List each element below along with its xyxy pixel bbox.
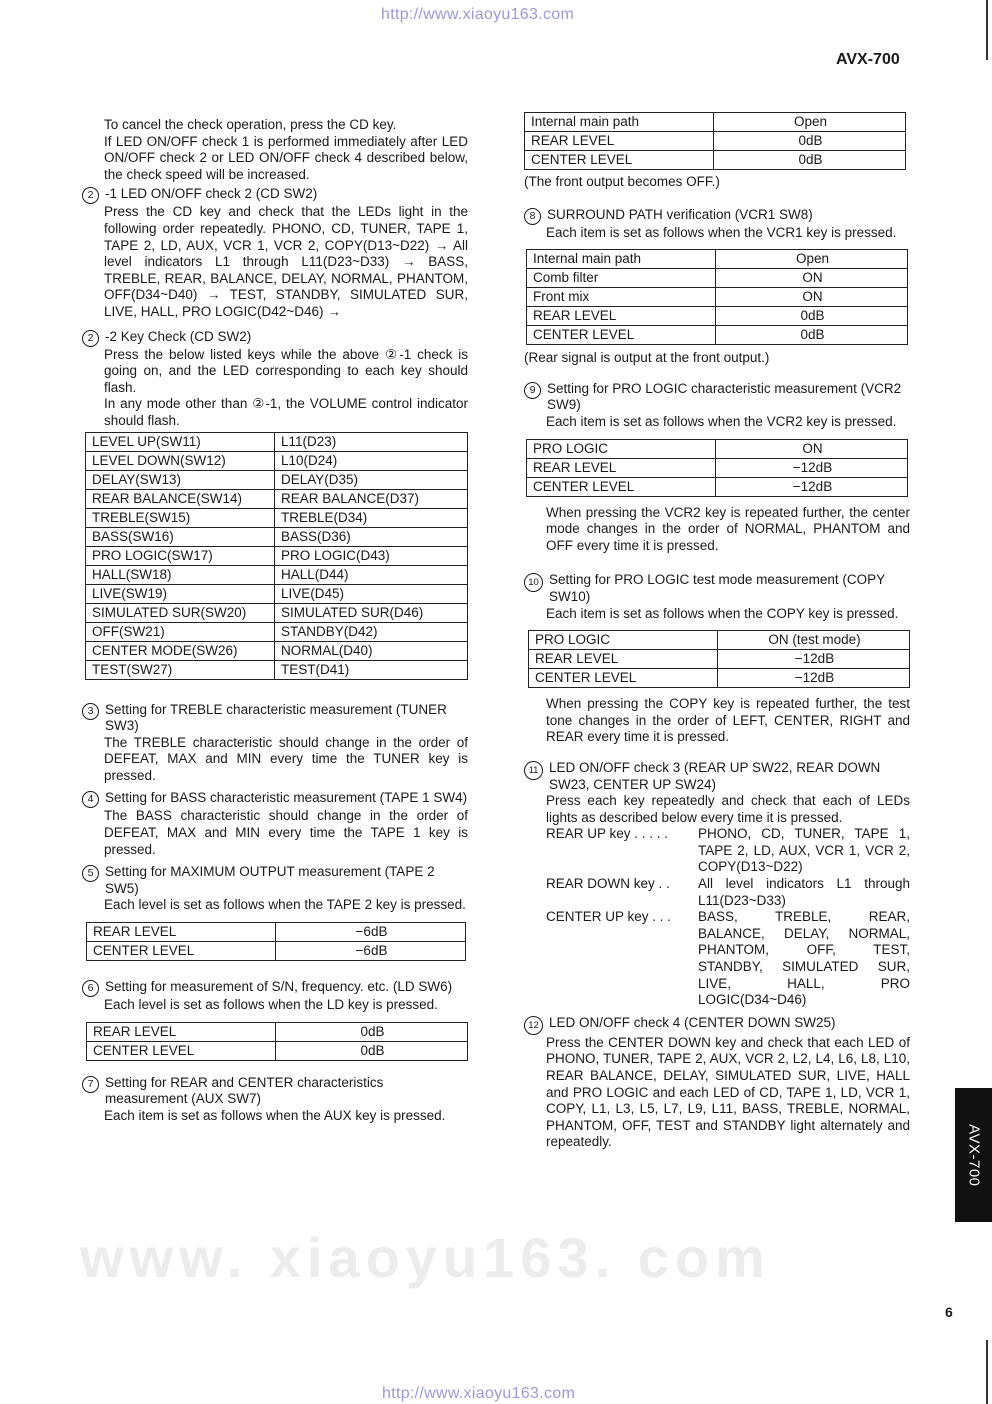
watermark: www. xiaoyu163. com: [80, 1226, 771, 1289]
table-row: [86, 603, 468, 622]
section-body: Each item is set as follows when the VCR2 key is pressed.: [546, 413, 897, 429]
section-body: Each item is set as follows when the VCR1 key is pressed.: [546, 224, 897, 240]
table-row: [527, 439, 908, 458]
table-cell: REAR BALANCE(SW14): [86, 489, 275, 508]
table-cell: −12dB: [718, 650, 910, 669]
table-cell: LIVE(SW19): [86, 584, 275, 603]
section-after: When pressing the VCR2 key is repeated further, the center mode changes in the order of NORMAL, PHANTOM and OFF every time it is pressed.: [546, 504, 910, 553]
table-cell: DELAY(D35): [275, 470, 468, 489]
table-row: [527, 250, 908, 269]
table-row: [86, 565, 468, 584]
key-desc: BASS, TREBLE, REAR, BALANCE, DELAY, NORMAL, PHANTOM, OFF, TEST, STANDBY, SIMULATED SUR, LIVE, HALL, PRO LOGIC(D34~D46): [698, 909, 910, 1008]
table-cell: LEVEL UP(SW11): [86, 432, 275, 451]
table-cell: SIMULATED SUR(SW20): [86, 603, 275, 622]
table-cell: CENTER LEVEL: [527, 477, 716, 496]
test-mode-table: [528, 630, 910, 688]
section-11: [524, 760, 910, 1009]
key-name: CENTER UP key . . .: [546, 909, 672, 925]
table-cell: −12dB: [716, 477, 908, 496]
table-cell: −12dB: [718, 669, 910, 688]
table-cell: REAR BALANCE(D37): [275, 489, 468, 508]
surround-table: [526, 249, 908, 345]
side-tab: [955, 1088, 992, 1222]
key-row: [546, 876, 910, 909]
section-2-1: [82, 186, 468, 320]
section-number: 7: [82, 1076, 99, 1093]
key-name: REAR DOWN key . .: [546, 876, 670, 892]
table-cell: LIVE(D45): [275, 584, 468, 603]
section-number: 3: [82, 703, 99, 720]
table-cell: DELAY(SW13): [86, 470, 275, 489]
table-cell: PRO LOGIC: [529, 631, 718, 650]
table-row: [86, 660, 468, 679]
section-title: Setting for PRO LOGIC test mode measurement (COPY SW10): [549, 572, 885, 604]
section-body: Each level is set as follows when the LD key is pressed.: [104, 997, 438, 1013]
section-body: Press the CD key and check that the LEDs light in the following order repeatedly. PHONO, CD, TUNER, TAPE 1, TAPE 2, LD, AUX, VCR 1, VCR 2, COPY(D13~D22) → All level indicators L1 through L11(D23~D33) → BASS, TREBLE, REAR, BALANCE, DELAY, NORMAL, PHANTOM, OFF(D34~D40) → TEST, STANDBY, SIMULATED SUR, LIVE, HALL, PRO LOGIC(D42~D46) →: [104, 204, 468, 319]
key-desc: All level indicators L1 through L11(D23~D33): [698, 876, 910, 908]
table-cell: BASS(D36): [275, 527, 468, 546]
section-2-2: [82, 329, 468, 680]
table-cell: BASS(SW16): [86, 527, 275, 546]
table-cell: REAR LEVEL: [529, 650, 718, 669]
table-row: [529, 650, 910, 669]
table-row: [529, 631, 910, 650]
table-row: [527, 477, 908, 496]
model-title: AVX-700: [836, 51, 900, 68]
intro: [82, 117, 468, 183]
table-row: [86, 527, 468, 546]
section-number: 9: [524, 382, 541, 399]
table-cell: ON: [716, 269, 908, 288]
table-cell: HALL(SW18): [86, 565, 275, 584]
section-title: Setting for REAR and CENTER characteristics measurement (AUX SW7): [105, 1074, 384, 1107]
key-name: REAR UP key . . . . .: [546, 826, 669, 842]
section-title: -2 Key Check (CD SW2): [105, 328, 252, 344]
table-row: [86, 508, 468, 527]
pro-logic-table: [526, 439, 908, 497]
table-row: [529, 669, 910, 688]
key-desc: PHONO, CD, TUNER, TAPE 1, TAPE 2, LD, AUX, VCR 1, VCR 2, COPY(D13~D22): [698, 826, 910, 875]
table-cell: Open: [714, 113, 906, 132]
table-row: [86, 546, 468, 565]
table-row: [525, 151, 906, 170]
table-cell: CENTER LEVEL: [87, 942, 276, 961]
table-row: [86, 584, 468, 603]
table-row: [86, 470, 468, 489]
surround-note: (Rear signal is output at the front output.): [524, 350, 770, 366]
left-column: [82, 117, 468, 1124]
section-body: The BASS characteristic should change in the order of DEFEAT, MAX and MIN every time the TAPE 1 key is pressed.: [104, 808, 468, 857]
section-3: [82, 702, 468, 785]
table-cell: −6dB: [276, 923, 466, 942]
section-body: The TREBLE characteristic should change in the order of DEFEAT, MAX and MIN every time the TUNER key is pressed.: [104, 734, 468, 783]
table-cell: HALL(D44): [275, 565, 468, 584]
table-cell: ON: [716, 439, 908, 458]
section-title: SURROUND PATH verification (VCR1 SW8): [547, 206, 813, 222]
section-number: 8: [524, 208, 541, 225]
table-cell: CENTER MODE(SW26): [86, 641, 275, 660]
table-row: [527, 288, 908, 307]
table-cell: −6dB: [276, 942, 466, 961]
table-cell: REAR LEVEL: [87, 1022, 276, 1041]
table-cell: ON: [716, 288, 908, 307]
table-cell: PRO LOGIC(SW17): [86, 546, 275, 565]
table-cell: LEVEL DOWN(SW12): [86, 451, 275, 470]
section-body: In any mode other than ②-1, the VOLUME control indicator should flash.: [104, 396, 468, 428]
table-cell: REAR LEVEL: [525, 132, 714, 151]
intro-line-1: To cancel the check operation, press the CD key.: [104, 117, 397, 132]
table-cell: ON (test mode): [718, 631, 910, 650]
table-cell: SIMULATED SUR(D46): [275, 603, 468, 622]
header-url[interactable]: http://www.xiaoyu163.com: [381, 6, 575, 23]
section-7: [82, 1075, 468, 1125]
table-row: [527, 458, 908, 477]
table-row: [525, 132, 906, 151]
section-body: Press the below listed keys while the above ②-1 check is going on, and the LED corresponding to each key should flash.: [104, 346, 468, 395]
table-cell: 0dB: [714, 151, 906, 170]
section-title: LED ON/OFF check 3 (REAR UP SW22, REAR DOWN SW23, CENTER UP SW24): [549, 759, 881, 792]
side-tab-label: AVX-700: [965, 1123, 983, 1187]
section-after: When pressing the COPY key is repeated further, the test tone changes in the order of LEFT, CENTER, RIGHT and REAR every time it is pressed.: [546, 696, 910, 745]
section-5: [82, 864, 468, 961]
section-number: 6: [82, 980, 99, 997]
section-title: Setting for PRO LOGIC characteristic measurement (VCR2 SW9): [547, 380, 902, 413]
section-number: 5: [82, 865, 99, 882]
footer-url[interactable]: http://www.xiaoyu163.com: [382, 1385, 576, 1402]
table-cell: Internal main path: [527, 250, 716, 269]
section-body: Press each key repeatedly and check that each of LEDs lights as described below every time it is pressed.: [546, 793, 910, 825]
table-row: [87, 942, 466, 961]
table-cell: Open: [716, 250, 908, 269]
key-check-table: [85, 432, 468, 680]
table-cell: TEST(D41): [275, 660, 468, 679]
table-row: [86, 451, 468, 470]
table-row: [527, 269, 908, 288]
table-cell: 0dB: [716, 326, 908, 345]
right-column: [524, 112, 910, 1151]
section-12: [524, 1015, 910, 1151]
section-10: [524, 572, 910, 746]
table-cell: Internal main path: [525, 113, 714, 132]
key-row: [546, 909, 910, 1009]
table-row: [86, 489, 468, 508]
table-row: [86, 432, 468, 451]
page-edge-mark: [986, 1340, 988, 1404]
table-cell: L11(D23): [275, 432, 468, 451]
section-number: 12: [524, 1016, 543, 1035]
section-body: Each level is set as follows when the TAPE 2 key is pressed.: [104, 897, 466, 913]
section-body: Each item is set as follows when the COPY key is pressed.: [546, 605, 899, 621]
section-body: Each item is set as follows when the AUX key is pressed.: [104, 1107, 446, 1123]
aux-note: (The front output becomes OFF.): [524, 174, 720, 189]
table-cell: CENTER LEVEL: [527, 326, 716, 345]
page-edge-mark: [986, 0, 988, 60]
table-cell: −12dB: [716, 458, 908, 477]
table-cell: TREBLE(D34): [275, 508, 468, 527]
table-cell: OFF(SW21): [86, 622, 275, 641]
intro-line-2: If LED ON/OFF check 1 is performed immediately after LED ON/OFF check 2 or LED ON/OFF check 4 described below, the check speed will be increased.: [104, 133, 468, 182]
page-number: 6: [945, 1304, 953, 1320]
table-cell: PRO LOGIC: [527, 439, 716, 458]
section-number: 4: [82, 791, 99, 808]
table-cell: REAR LEVEL: [527, 458, 716, 477]
table-row: [86, 641, 468, 660]
table-cell: REAR LEVEL: [87, 923, 276, 942]
section-title: Setting for BASS characteristic measurement (TAPE 1 SW4): [105, 790, 468, 806]
section-title: Setting for TREBLE characteristic measurement (TUNER SW3): [105, 701, 447, 734]
table-cell: CENTER LEVEL: [87, 1041, 276, 1060]
table-cell: Front mix: [527, 288, 716, 307]
table-cell: REAR LEVEL: [527, 307, 716, 326]
aux-table: [524, 112, 906, 170]
table-cell: 0dB: [276, 1022, 468, 1041]
table-cell: PRO LOGIC(D43): [275, 546, 468, 565]
section-9: [524, 381, 910, 555]
table-cell: CENTER LEVEL: [525, 151, 714, 170]
section-title: -1 LED ON/OFF check 2 (CD SW2): [105, 186, 318, 202]
section-title: LED ON/OFF check 4 (CENTER DOWN SW25): [549, 1014, 836, 1030]
table-row: [87, 923, 466, 942]
table-row: [527, 307, 908, 326]
table-row: [86, 622, 468, 641]
table-cell: 0dB: [716, 307, 908, 326]
table-row: [527, 326, 908, 345]
section-title: Setting for MAXIMUM OUTPUT measurement (TAPE 2 SW5): [105, 864, 435, 896]
section-number: 2: [82, 187, 99, 204]
section-body: Press the CENTER DOWN key and check that each LED of PHONO, TUNER, TAPE 2, AUX, VCR 2, L2, L4, L6, L8, L10, REAR BALANCE, DELAY, SIMULATED SUR, LIVE, HALL and PRO LOGIC and each LED of CD, TAPE 1, LD, VCR 1, COPY, L1, L3, L5, L7, L9, L11, BASS, TREBLE, NORMAL, PHANTOM, OFF, TEST and STANDBY light alternately and repeatedly.: [546, 1034, 910, 1150]
section-number: 10: [524, 573, 543, 592]
section-8: [524, 207, 910, 367]
table-cell: CENTER LEVEL: [529, 669, 718, 688]
table-cell: 0dB: [276, 1041, 468, 1060]
table-row: [87, 1022, 468, 1041]
sn-table: [86, 1022, 468, 1061]
table-cell: L10(D24): [275, 451, 468, 470]
table-cell: TREBLE(SW15): [86, 508, 275, 527]
table-row: [87, 1041, 468, 1060]
table-cell: NORMAL(D40): [275, 641, 468, 660]
key-row: [546, 826, 910, 876]
section-4: [82, 790, 468, 858]
section-number: 2: [82, 330, 99, 347]
section-title: Setting for measurement of S/N, frequency. etc. (LD SW6): [105, 979, 453, 995]
max-output-table: [86, 922, 466, 961]
table-cell: TEST(SW27): [86, 660, 275, 679]
table-cell: STANDBY(D42): [275, 622, 468, 641]
section-number: 11: [524, 761, 543, 780]
table-cell: 0dB: [714, 132, 906, 151]
table-cell: Comb filter: [527, 269, 716, 288]
table-row: [525, 113, 906, 132]
section-6: [82, 979, 468, 1061]
